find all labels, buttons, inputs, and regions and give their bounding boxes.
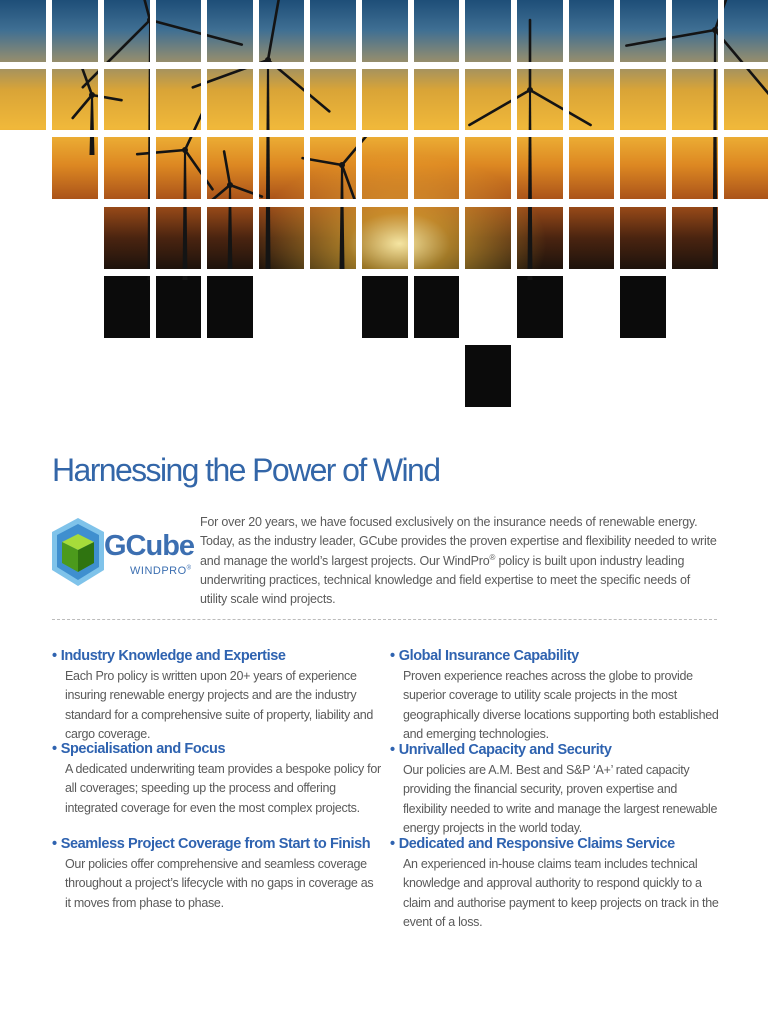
mosaic-tile (723, 137, 768, 199)
feature-body: A dedicated underwriting team provides a bespoke policy for all coverages; speeding up the process and offering integrated coverage for even the most complex projects. (65, 762, 381, 815)
feature-heading: • Dedicated and Responsive Claims Service (390, 836, 675, 852)
mosaic-tile (362, 276, 408, 338)
mosaic-tile (723, 0, 768, 62)
mosaic-tile (672, 207, 718, 269)
feature-heading: • Specialisation and Focus (52, 741, 226, 757)
logo-subtitle: WINDPRO® (130, 565, 192, 577)
feature-industry-knowledge (52, 648, 382, 744)
feature-heading: • Seamless Project Coverage from Start to Finish (52, 836, 371, 852)
mosaic-tile (207, 276, 253, 338)
mosaic-tile (207, 137, 253, 199)
mosaic-tile (310, 207, 356, 269)
mosaic-tile (104, 207, 150, 269)
feature-specialisation (52, 741, 382, 818)
mosaic-tile (465, 345, 511, 407)
mosaic-tile (413, 0, 459, 62)
mosaic-tile (362, 0, 408, 62)
mosaic-tile (258, 137, 304, 199)
feature-global-capability (390, 648, 720, 744)
feature-claims-service (390, 836, 720, 932)
mosaic-tile (465, 0, 511, 62)
mosaic-tile (104, 0, 150, 62)
mosaic-tile (568, 68, 614, 130)
mosaic-tile (52, 137, 98, 199)
feature-body: Each Pro policy is written upon 20+ years of experience insuring renewable energy projects and are the industry standard for a comprehensive suite of property, liability and cargo coverage. (65, 669, 374, 741)
mosaic-tile (310, 0, 356, 62)
logo-wordmark: GCube (104, 530, 195, 562)
page-title: Harnessing the Power of Wind (52, 452, 440, 488)
mosaic-tile (155, 207, 201, 269)
mosaic-tile (620, 0, 666, 62)
mosaic-tile (0, 68, 46, 130)
feature-capacity-security (390, 742, 720, 838)
mosaic-tile (672, 68, 718, 130)
feature-seamless-coverage (52, 836, 382, 913)
mosaic-tile (517, 0, 563, 62)
feature-heading: • Global Insurance Capability (390, 648, 579, 664)
gcube-windpro-logo (50, 514, 195, 594)
mosaic-tile (310, 68, 356, 130)
mosaic-tile (413, 276, 459, 338)
mosaic-tile (258, 0, 304, 62)
mosaic-tile (517, 137, 563, 199)
mosaic-tile (517, 207, 563, 269)
mosaic-tile (310, 137, 356, 199)
mosaic-tile (258, 207, 304, 269)
mosaic-tile (104, 68, 150, 130)
mosaic-tile (465, 207, 511, 269)
mosaic-tile (620, 276, 666, 338)
mosaic-tile (362, 137, 408, 199)
feature-heading: • Industry Knowledge and Expertise (52, 648, 286, 664)
mosaic-tile (207, 207, 253, 269)
gcube-cube-icon (50, 516, 106, 592)
mosaic-tile (413, 207, 459, 269)
mosaic-tile (620, 68, 666, 130)
feature-body: Proven experience reaches across the globe to provide superior coverage to utility scale projects in the most geographically diverse locations supporting both established and emerging technologies. (403, 669, 719, 741)
mosaic-tile (258, 68, 304, 130)
mosaic-tile (465, 137, 511, 199)
mosaic-tile (155, 68, 201, 130)
mosaic-tile (568, 207, 614, 269)
mosaic-tile (104, 137, 150, 199)
mosaic-tile (620, 137, 666, 199)
mosaic-tile (155, 0, 201, 62)
mosaic-tile (517, 276, 563, 338)
feature-heading: • Unrivalled Capacity and Security (390, 742, 612, 758)
feature-body: An experienced in-house claims team includes technical knowledge and approval authority to respond quickly to a claim and authorise payment to keep projects on track in the event of a loss. (403, 857, 719, 929)
feature-body: Our policies offer comprehensive and seamless coverage throughout a project’s lifecycle with no gaps in coverage as it moves from phase to phase. (65, 857, 374, 910)
mosaic-tile (568, 0, 614, 62)
mosaic-tile (413, 137, 459, 199)
mosaic-tile (155, 137, 201, 199)
hero-photo-mosaic (0, 0, 768, 410)
mosaic-tile (672, 137, 718, 199)
section-divider (52, 619, 717, 620)
mosaic-tile (672, 0, 718, 62)
mosaic-tile (0, 0, 46, 62)
feature-body: Our policies are A.M. Best and S&P ‘A+’ rated capacity providing the financial security, proven expertise and flexibility needed to write and manage the largest renewable energy projects in the world today. (403, 763, 718, 835)
mosaic-tile (155, 276, 201, 338)
mosaic-tile (568, 137, 614, 199)
mosaic-tile (362, 207, 408, 269)
mosaic-tile (620, 207, 666, 269)
mosaic-tile (362, 68, 408, 130)
mosaic-tile (104, 276, 150, 338)
intro-paragraph: For over 20 years, we have focused exclusively on the insurance needs of renewable energy. Today, as the industry leader, GCube provides the proven expertise and flexibility needed to write and manage the world’s largest projects. Our WindPro® policy is built upon industry leading underwriting practices, technical knowledge and field expertise to meet the specific needs of utility scale wind projects. (200, 515, 717, 607)
mosaic-tile (52, 0, 98, 62)
mosaic-tile (723, 68, 768, 130)
mosaic-tile (207, 0, 253, 62)
mosaic-tile (207, 68, 253, 130)
mosaic-tile (413, 68, 459, 130)
mosaic-tile (52, 68, 98, 130)
mosaic-tile (465, 68, 511, 130)
mosaic-tile (517, 68, 563, 130)
